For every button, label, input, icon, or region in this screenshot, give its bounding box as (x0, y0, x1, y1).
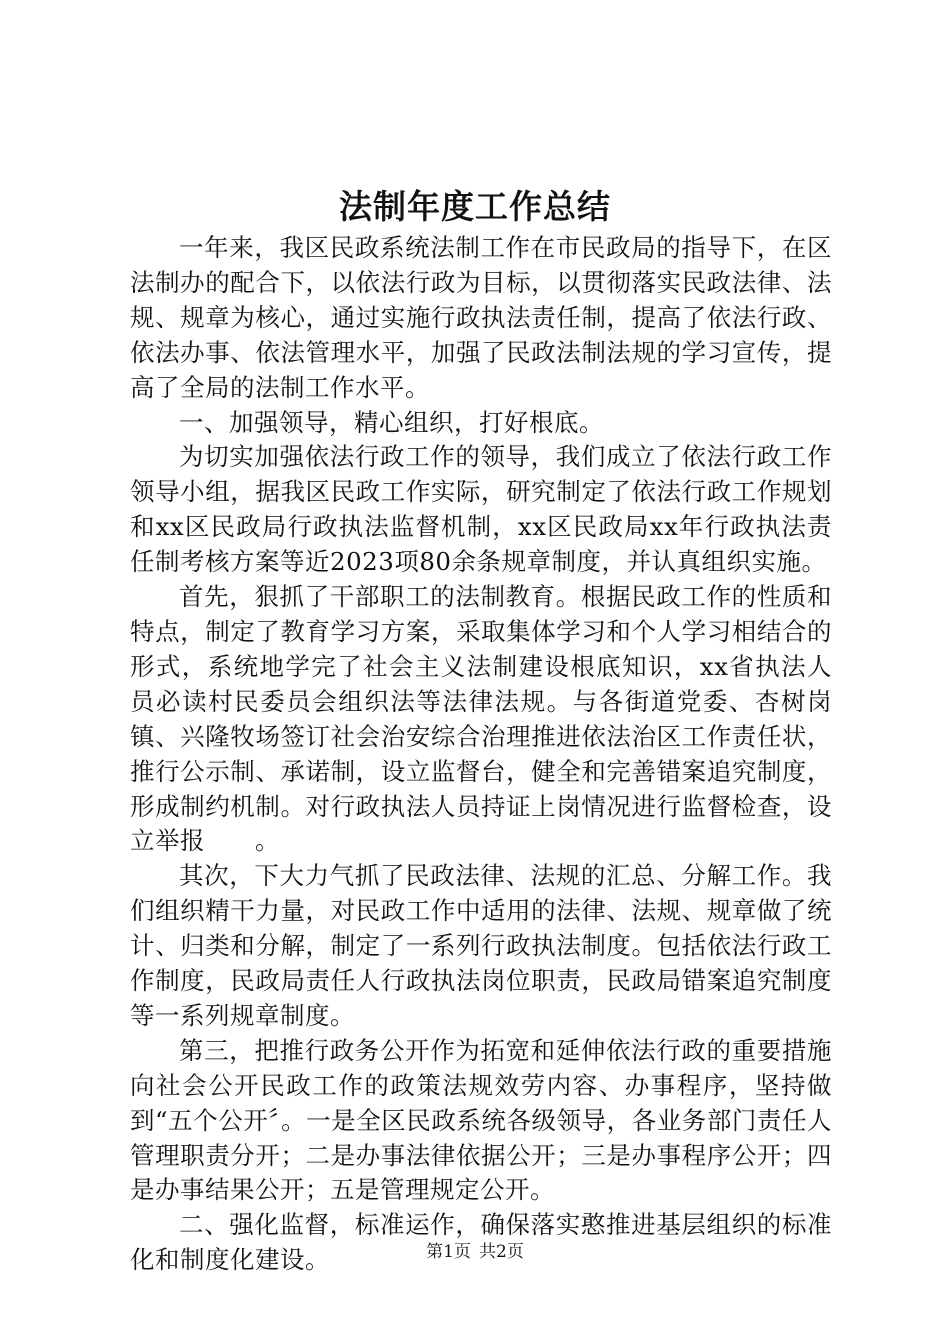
paragraph-first: 首先，狠抓了干部职工的法制教育。根据民政工作的性质和特点，制定了教育学习方案，采取集体学习和个人学习相结合的形式，系统地学完了社会主义法制建设根底知识，xx省执法人员必读村民委员会组织法等法律法规。与各街道党委、杏树岗镇、兴隆牧场签订社会治安综合治理推进依法治区工作责任状，推行公示制、承诺制，设立监督台，健全和完善错案追究制度，形成制约机制。对行政执法人员持证上岗情况进行监督检查，设立举报 。 (130, 582, 832, 856)
paragraph-leadership: 为切实加强依法行政工作的领导，我们成立了依法行政工作领导小组，据我区民政工作实际，研究制定了依法行政工作规划和xx区民政局行政执法监督机制，xx区民政局xx年行政执法责任制考核方案等近2023项80余条规章制度，并认真组织实施。 (130, 442, 832, 577)
section-heading-1: 一、加强领导，精心组织，打好根底。 (179, 407, 604, 437)
page-number-total: 共2页 (479, 1242, 524, 1262)
paragraph-third: 第三，把推行政务公开作为拓宽和延伸依法行政的重要措施向社会公开民政工作的政策法规效劳内容、办事程序，坚持做到“五个公开〞。一是全区民政系统各级领导，各业务部门责任人管理职责分开；二是办事法律依据公开；三是办事程序公开；四是办事结果公开；五是管理规定公开。 (130, 1035, 832, 1205)
document-body (130, 231, 832, 1278)
section-heading-2: 二、强化监督，标准运作，确保落实憨推进基层组织的标准化和制度化建设。 (130, 1210, 832, 1275)
page-number-current: 第1页 (426, 1242, 471, 1262)
paragraph-second: 其次，下大力气抓了民政法律、法规的汇总、分解工作。我们组织精干力量，对民政工作中适用的法律、法规、规章做了统计、归类和分解，制定了一系列行政执法制度。包括依法行政工作制度，民政局责任人行政执法岗位职责，民政局错案追究制度等一系列规章制度。 (130, 861, 832, 1030)
document-title: 法制年度工作总结 (339, 187, 611, 226)
page-footer (0, 1240, 950, 1264)
paragraph-intro: 一年来，我区民政系统法制工作在市民政局的指导下，在区法制办的配合下，以依法行政为目标，以贯彻落实民政法律、法规、规章为核心，通过实施行政执法责任制，提高了依法行政、依法办事、依法管理水平，加强了民政法制法规的学习宣传，提高了全局的法制工作水平。 (130, 233, 832, 402)
